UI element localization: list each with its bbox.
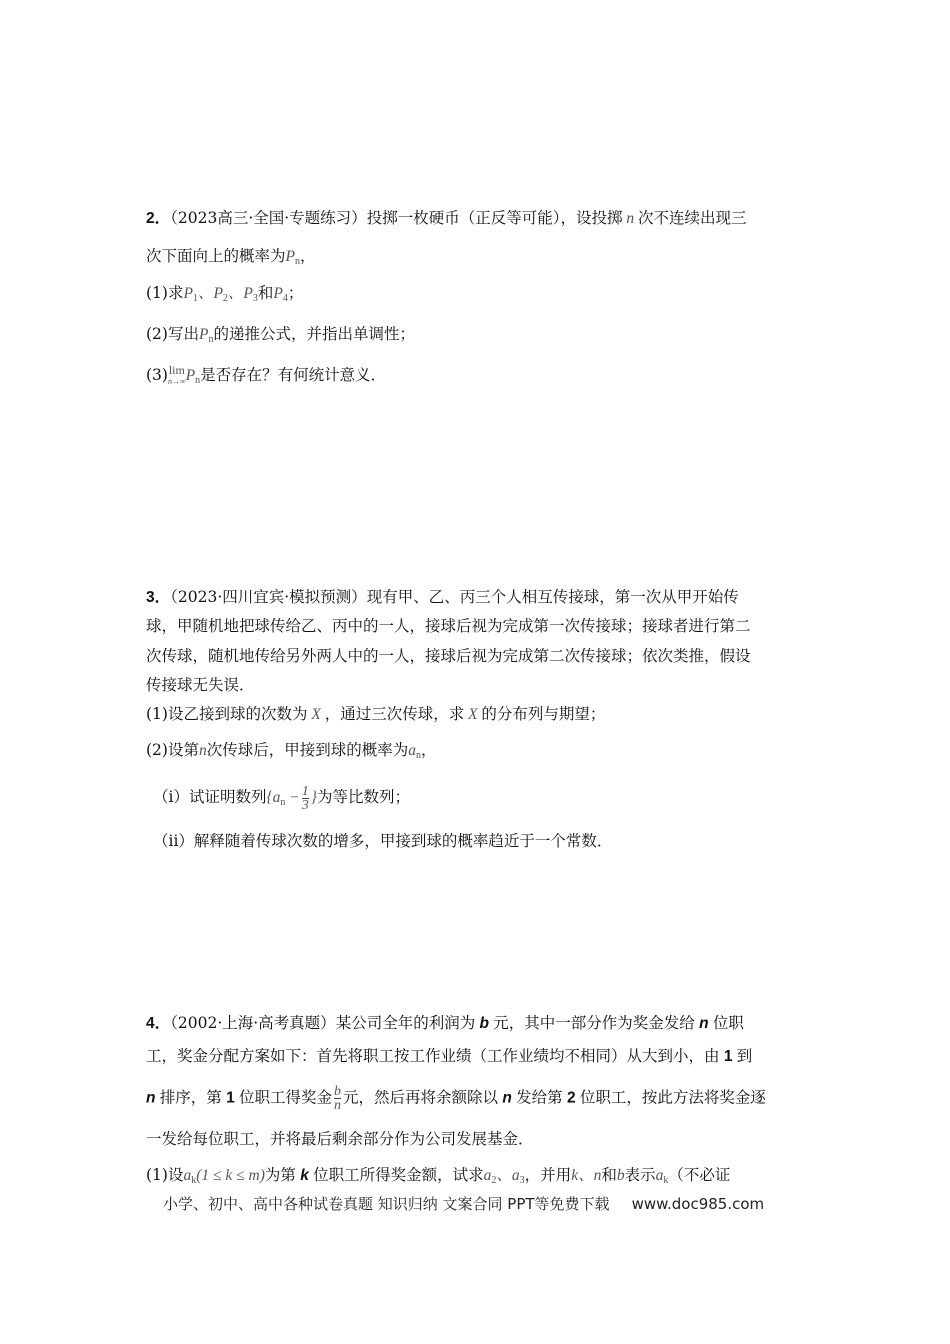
math-k-n: k、n	[571, 1167, 602, 1184]
q4-line-1: 4．（2002·上海·高考真题）某公司全年的利润为 b 元，其中一部分作为奖金发给 n 位职	[146, 1014, 744, 1032]
q3-line-1: 3．（2023·四川宜宾·模拟预测）现有甲、乙、丙三个人相互传接球，第一次从甲开始传	[146, 588, 739, 606]
math-n: n	[622, 210, 638, 227]
page-footer	[163, 1193, 764, 1214]
math-sequence: {an − $\frac{1}{3}$ }	[266, 784, 317, 813]
q4-number: 4．	[146, 1015, 171, 1032]
math-limit: lim n→∞	[167, 363, 186, 386]
q4-line-2: 工，奖金分配方案如下：首先将职工按工作业绩（工作业绩均不相同）从大到小，由 1 到	[146, 1047, 753, 1065]
q3-source: （2023·四川宜宾·模拟预测）	[170, 588, 367, 606]
q4-source: （2002·上海·高考真题）	[170, 1014, 336, 1032]
math-ak-range: ak(1 ≤ k ≤ m)	[183, 1167, 265, 1186]
q4-part-1: (1)设ak(1 ≤ k ≤ m)为第 k 位职工所得奖金额，试求a2、a3，并用k、n和b表示ak（不必证	[146, 1166, 731, 1186]
footer-text: 小学、初中、高中各种试卷真题 知识归纳 文案合同 PPT等免费下载	[163, 1195, 610, 1213]
math-P4: P4	[273, 285, 288, 304]
math-Pn: Pn	[185, 367, 201, 386]
q2-line-2: 次下面向上的概率为Pn，	[146, 247, 316, 267]
q2-number: 2．	[146, 210, 171, 227]
q2-part-1: (1)求P1、P2、P3和P4；	[146, 284, 304, 304]
footer-url: www.doc985.com	[631, 1195, 765, 1213]
q3-part-ii: （ii）解释随着传球次数的增多，甲接到球的概率趋近于一个常数．	[153, 832, 613, 850]
q3-part-i: （i）试证明数列{an − $\frac{1}{3}$ }为等比数列；	[153, 784, 410, 813]
q4-line-3: n 排序，第 1 位职工得奖金 $\frac{b}{n}$ 元，然后再将余额除以 n 发给第 2 位职工，按此方法将奖金逐	[146, 1084, 766, 1113]
q2-part-3: (3) lim n→∞ Pn是否存在？有何统计意义．	[146, 363, 387, 386]
math-a2-a3: a2、a3	[483, 1167, 525, 1186]
q2-source: （2023高三·全国·专题练习）	[170, 209, 367, 227]
q3-part-1: (1)设乙接到球的次数为 X ，通过三次传球，求 X 的分布列与期望；	[146, 705, 606, 723]
math-Pn: Pn	[285, 248, 300, 267]
math-ak: ak	[655, 1167, 669, 1186]
q2-line-1: 2．（2023高三·全国·专题练习）投掷一枚硬币（正反等可能），设投掷 n 次不连续出现三	[146, 209, 747, 227]
q3-line-4: 传接球无失误．	[146, 676, 255, 694]
q3-number: 3．	[146, 589, 171, 606]
math-Pn: Pn	[198, 326, 214, 345]
math-b-over-n: $\frac{b}{n}$	[334, 1084, 342, 1113]
q3-line-2: 球，甲随机地把球传给乙、丙中的一人，接球后视为完成第一次传接球；接球者进行第二	[146, 617, 751, 635]
q3-part-2: (2)设第n次传球后，甲接到球的概率为an，	[146, 741, 437, 761]
q4-line-4: 一发给每位职工，并将最后剩余部分作为公司发展基金．	[146, 1130, 534, 1148]
q3-line-3: 次传球，随机地传给另外两人中的一人，接球后视为完成第二次传接球；依次类推，假设	[146, 647, 751, 665]
q2-part-2: (2)写出Pn的递推公式，并指出单调性；	[146, 325, 415, 345]
math-an: an	[408, 742, 421, 761]
math-X: X	[464, 706, 482, 723]
math-n: n	[198, 742, 207, 759]
math-b: b	[616, 1167, 625, 1184]
math-X: X	[307, 706, 325, 723]
math-P1-P3: P1、P2、P3	[183, 285, 258, 304]
